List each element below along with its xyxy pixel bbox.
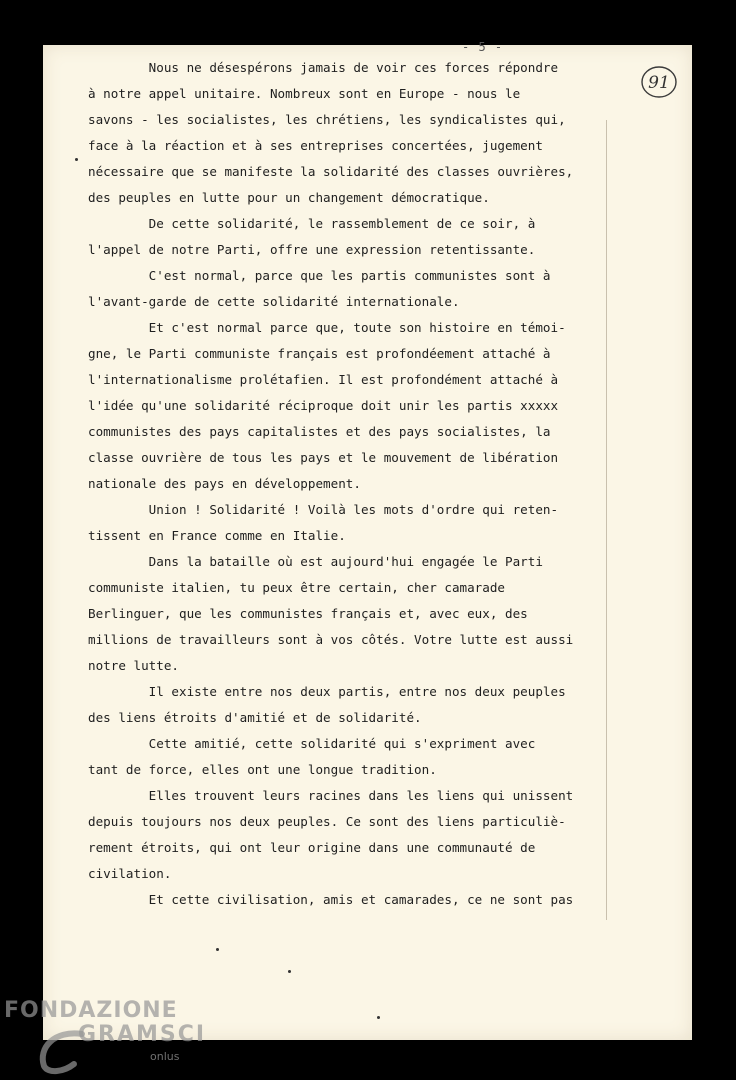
text-line: Elles trouvent leurs racines dans les liens qui unissent	[88, 788, 574, 803]
ink-speck	[216, 948, 219, 951]
text-line: l'avant-garde de cette solidarité internationale.	[88, 294, 460, 309]
text-line: C'est normal, parce que les partis communistes sont à	[88, 268, 551, 283]
text-line: Berlinguer, que les communistes français et, avec eux, des	[88, 606, 528, 621]
text-line: tissent en France comme en Italie.	[88, 528, 346, 543]
text-line: nationale des pays en développement.	[88, 476, 361, 491]
ink-speck	[377, 1016, 380, 1019]
watermark-line2: GRAMSCI	[78, 1022, 207, 1047]
text-line: Et c'est normal parce que, toute son histoire en témoi-	[88, 320, 566, 335]
folio-number: 91	[648, 73, 670, 93]
text-line: classe ouvrière de tous les pays et le mouvement de libération	[88, 450, 559, 465]
text-line: des peuples en lutte pour un changement démocratique.	[88, 190, 490, 205]
ink-speck	[75, 158, 78, 161]
text-line: nécessaire que se manifeste la solidarité des classes ouvrières,	[88, 164, 574, 179]
text-line: Union ! Solidarité ! Voilà les mots d'ordre qui reten-	[88, 502, 559, 517]
text-line: Nous ne désespérons jamais de voir ces forces répondre	[88, 60, 559, 75]
text-line: des liens étroits d'amitié et de solidarité.	[88, 710, 422, 725]
archive-watermark	[4, 998, 207, 1078]
text-line: Et cette civilisation, amis et camarades, ce ne sont pas	[88, 892, 574, 907]
text-line: notre lutte.	[88, 658, 179, 673]
margin-rule	[606, 120, 607, 920]
page-number-mark: - 5 -	[462, 40, 504, 54]
folio-circle-icon	[640, 64, 678, 100]
watermark-line1: FONDAZIONE	[4, 998, 178, 1023]
text-line: Dans la bataille où est aujourd'hui engagée le Parti	[88, 554, 543, 569]
text-line: civilation.	[88, 866, 172, 881]
text-line: l'internationalisme prolétafien. Il est profondément attaché à	[88, 372, 559, 387]
text-line: savons - les socialistes, les chrétiens, les syndicalistes qui,	[88, 112, 566, 127]
text-line: rement étroits, qui ont leur origine dans une communauté de	[88, 840, 536, 855]
text-line: Il existe entre nos deux partis, entre nos deux peuples	[88, 684, 566, 699]
text-line: à notre appel unitaire. Nombreux sont en Europe - nous le	[88, 86, 521, 101]
text-line: communistes des pays capitalistes et des pays socialistes, la	[88, 424, 551, 439]
ink-speck	[288, 970, 291, 973]
text-line: depuis toujours nos deux peuples. Ce sont des liens particuliè-	[88, 814, 566, 829]
text-line: gne, le Parti communiste français est profondéement attaché à	[88, 346, 551, 361]
folio-stamp	[640, 64, 678, 100]
text-line: Cette amitié, cette solidarité qui s'expriment avec	[88, 736, 536, 751]
watermark-onlus: onlus	[150, 1050, 180, 1063]
text-line: communiste italien, tu peux être certain, cher camarade	[88, 580, 506, 595]
text-line: l'idée qu'une solidarité réciproque doit unir les partis xxxxx	[88, 398, 559, 413]
text-line: face à la réaction et à ses entreprises concertées, jugement	[88, 138, 543, 153]
text-line: tant de force, elles ont une longue tradition.	[88, 762, 437, 777]
text-line: l'appel de notre Parti, offre une expression retentissante.	[88, 242, 536, 257]
text-line: De cette solidarité, le rassemblement de ce soir, à	[88, 216, 536, 231]
text-line: millions de travailleurs sont à vos côtés. Votre lutte est aussi	[88, 632, 574, 647]
